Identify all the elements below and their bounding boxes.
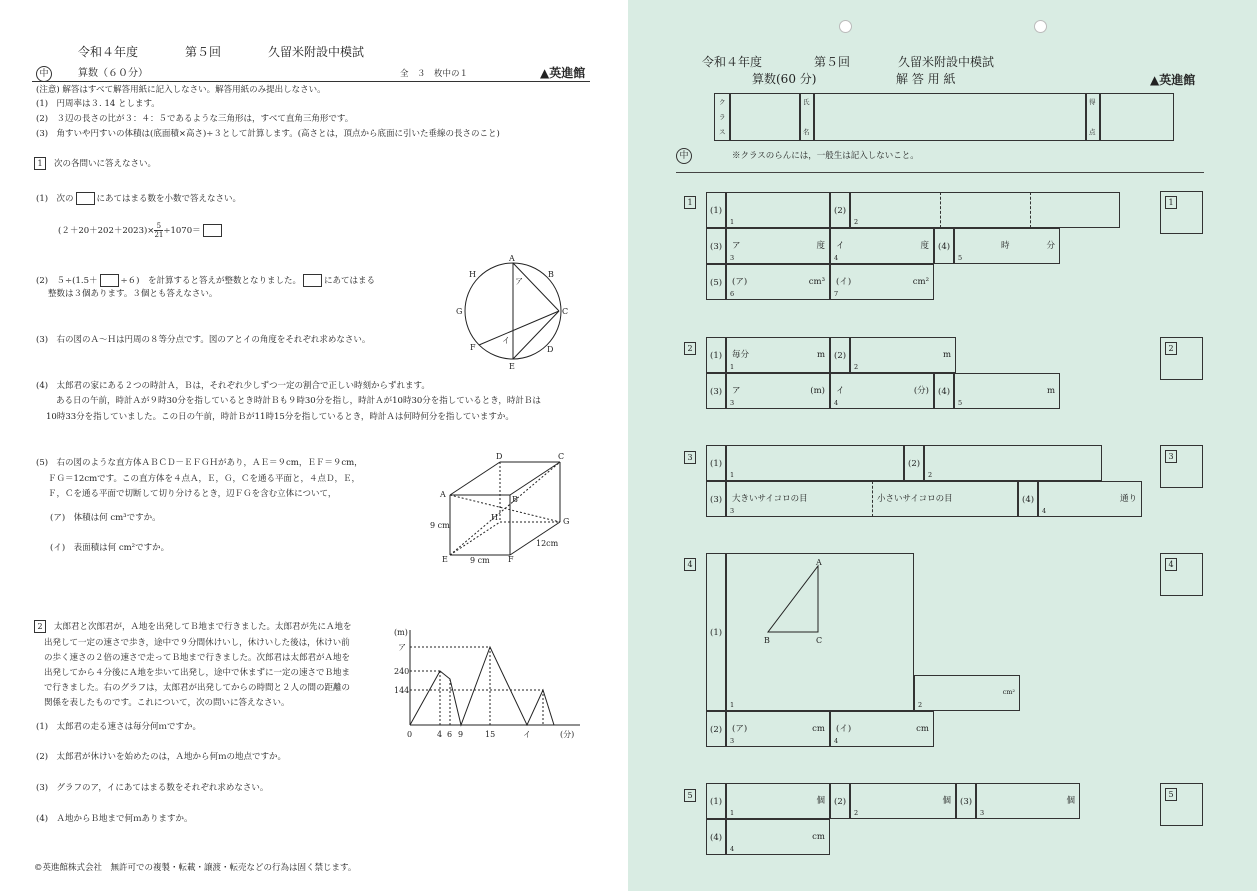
s1-answer-5[interactable] [954,228,1060,264]
s1-p5b-unit: cm² [912,277,929,287]
cube-H: H [491,513,498,522]
label-G: G [456,307,463,316]
q2-sub-3: (3) グラフのア，イにあてはまる数をそれぞれ求めなさい。 [36,783,269,793]
s4-p1-unit: cm² [1002,688,1015,696]
q2-sub-4: (4) Ａ地からＢ地まで何ｍありますか。 [36,814,193,824]
junior-circle-mark: 中 [36,66,52,82]
q2-line-3: 出発してから４分後にＡ地を歩いて出発し，途中で休まずに一定の速さでＢ地ま [44,668,351,678]
s5-p3-unit: 個 [1066,796,1075,806]
section-4-number: 4 [684,558,696,571]
cube-ef-length: 9 cm [470,556,490,565]
class-label-1: ク [719,98,726,106]
s5-p2-label: (2) [834,797,847,807]
triangle-abc [768,566,818,632]
q1-4-line3: 10時33分を指していました。この日の午前，時計Ｂが11時15分を指しているとき，時計Ａは何時何分を指していますか。 [46,412,514,422]
cube-C: C [558,452,565,461]
s1-answer-7[interactable] [830,264,934,300]
q1-2-b: ÷６) を計算すると答えが整数となりました。 [120,276,301,286]
answer-title: 解 答 用 紙 [896,72,956,86]
q1-5-line3: Ｆ，Ｃを通る平面で切断して切り分けるとき，辺ＦＧを含む立体について， [48,489,337,499]
graph-x-0: 0 [407,730,413,739]
graph-x-i: イ [523,730,531,739]
q1-5-b: (イ) 表面積は何 cm²ですか。 [50,543,170,553]
cell-number: 1 [730,470,735,479]
cell-number: 1 [730,700,735,709]
tri-label-a: A [816,558,822,567]
label-A: A [509,254,515,263]
logo-icon: ▲ [540,66,550,80]
cell-number: 2 [854,362,859,371]
s2-answer-2[interactable] [850,337,956,373]
cell-number: 5 [958,253,963,262]
cell-number: 5 [958,398,963,407]
s4-answer-2[interactable] [914,675,1020,711]
subject-label: 算数（６０分） [78,68,148,79]
tri-label-c: C [816,636,823,645]
name-label-1: 氏 [803,98,810,106]
s1-p5a-unit: cm³ [808,277,825,287]
question-sheet [0,0,628,891]
answer-blank [76,192,95,205]
answer-exam: 久留米附設中模試 [898,55,995,69]
s2-p3a-unit: (m) [810,386,825,396]
s1-p5a-label: (ア) [732,277,748,287]
cell-number: 3 [730,398,735,407]
note-2: (2) ３辺の長さの比が３：４：５であるような三角形は，すべて直角三角形です。 [36,114,354,124]
logo-icon: ▲ [1150,73,1160,87]
graph-x-9: 9 [458,730,464,739]
cell-number: 7 [834,289,839,298]
cube-ae-length: 9 cm [430,521,450,530]
s4-answer-3[interactable] [726,711,830,747]
q1-2-a: (2) ５÷(1.5＋ [36,276,98,286]
cube-F: F [508,555,514,564]
s2-p1-label: (1) [710,351,723,361]
s2-answer-4[interactable] [830,373,934,409]
q1-title: 次の各問いに答えなさい。 [54,159,157,169]
q2-line-5: 関係を表したものです。これについて，次の問いに答えなさい。 [44,698,290,708]
note-0: (注意) 解答はすべて解答用紙に記入しなさい。解答用紙のみ提出しなさい。 [36,85,326,95]
graph-x-15: 15 [485,730,496,739]
q1-4-line1: (4) 太郎君の家にある２つの時計Ａ，Ｂは，それぞれ少しずつ一定の割合で正しい時刻からずれます。 [36,381,430,391]
answer-blank [100,274,119,287]
label-H: H [469,270,476,279]
cube-G: G [563,517,570,526]
graph-line [410,647,554,725]
answer-circle-mark: 中 [676,148,692,164]
s1-p5-label: (5) [710,278,723,288]
s3-p4-label: (4) [1022,495,1035,505]
q1-1-a: (1) 次の [36,194,74,204]
class-label-3: ス [719,128,726,136]
s1-p3a-label: ア [732,241,741,251]
cell-number: 2 [918,700,923,709]
q2-sub-1: (1) 太郎君の走る速さは毎分何ｍですか。 [36,722,202,732]
q1-1-expr [58,222,224,239]
cell-number: 1 [730,362,735,371]
divider [1030,192,1031,228]
label-B: B [548,270,554,279]
cuboid-figure [430,450,590,565]
header-rule [32,81,590,82]
answer-sheet [628,0,1257,891]
cell-number: 4 [730,844,735,853]
s1-answer-4[interactable] [830,228,934,264]
fraction-num: 5 [154,222,163,231]
s5-score-box [1160,783,1203,826]
page-count: 全 ３ 枚中の１ [400,69,469,79]
label-E: E [509,362,515,371]
exam-name: 久留米附設中模試 [268,45,365,59]
s4-answer-4[interactable] [830,711,934,747]
s4-p1-label: (1) [710,628,723,638]
graph-x-unit: (分) [560,730,575,739]
section-2-number: 2 [684,342,696,355]
q1-5-line1: (5) 右の図のような直方体ＡＢＣＤ－ＥＦＧＨがあり，ＡＥ＝９cm，ＥＦ＝９cm， [36,458,363,468]
s3-p2-label: (2) [908,459,921,469]
class-label-2: ラ [719,113,726,121]
label-C: C [562,307,569,316]
circle-figure [450,254,580,371]
score-box-number: 5 [1165,788,1177,801]
answer-logo [1150,74,1195,86]
s5-answer-2[interactable] [850,783,956,819]
s3-p3-label: (3) [710,495,723,505]
cube-A: A [440,490,446,499]
label-F: F [470,343,476,352]
cell-number: 2 [928,470,933,479]
edge [450,462,500,495]
s2-p4-label: (4) [938,387,951,397]
cell-number: 4 [834,398,839,407]
q1-1-b: にあてはまる数を小数で答えなさい。 [96,194,242,204]
cell-number: 3 [730,506,735,515]
s4-score-box [1160,553,1203,596]
score-box-number: 3 [1165,450,1177,463]
s5-p4-label: (4) [710,833,723,843]
answer-header-rule [676,172,1204,173]
q2-line-2: の歩く速さの２倍の速さで走ってＢ地まで行きました。次郎君は太郎君がＡ地を [44,653,351,663]
s1-p3-label: (3) [710,242,723,252]
cell-number: 4 [1042,506,1047,515]
answer-blank [203,224,222,237]
q1-2-c: にあてはまる [323,276,375,286]
answer-subject: 算数(60 分) [752,72,817,86]
score-box-number: 4 [1165,558,1177,571]
hidden-edge [450,522,500,555]
s1-p2-label: (2) [834,206,847,216]
s2-answer-3[interactable] [726,373,830,409]
s5-answer-4[interactable] [726,819,830,855]
s1-p3a-unit: 度 [816,241,825,251]
cube-B: B [512,495,518,504]
s3-small-die: 小さいサイコロの目 [877,494,953,504]
s1-answer-2[interactable] [850,192,1120,228]
q1-5-a: (ア) 体積は何 cm³ですか。 [50,513,161,523]
s5-p4-unit: cm [812,832,825,842]
section-3-number: 3 [684,451,696,464]
s5-p1-label: (1) [710,797,723,807]
s2-score-box [1160,337,1203,380]
section-1-number: 1 [684,196,696,209]
s3-answer-2[interactable] [924,445,1102,481]
q2-number: 2 [34,620,46,633]
divider [940,192,941,228]
s4-p2b-label: (イ) [836,724,852,734]
score-box-number: 2 [1165,342,1177,355]
s2-p1-unit: m [816,350,825,360]
cube-fg-length: 12cm [536,539,559,548]
s5-p3-label: (3) [960,797,973,807]
s2-answer-1[interactable] [726,337,830,373]
cell-number: 1 [730,808,735,817]
s1-answer-3[interactable] [726,228,830,264]
score-field [1100,93,1174,141]
s3-answer-4[interactable] [1038,481,1142,517]
s2-p2-label: (2) [834,351,847,361]
s2-p3-label: (3) [710,387,723,397]
class-field[interactable] [730,93,800,141]
cube-D: D [496,452,503,461]
logo-text: 英進館 [549,66,586,80]
s5-p1-unit: 個 [816,796,825,806]
cell-number: 1 [730,217,735,226]
s2-p2-unit: m [942,350,951,360]
score-label-1: 得 [1089,98,1096,106]
class-note: ※クラスのらんには，一般生は記入しないこと。 [732,151,919,161]
s1-p4-minute: 分 [1046,241,1055,251]
cell-number: 3 [730,253,735,262]
s3-big-die: 大きいサイコロの目 [732,494,808,504]
q1-3-text: (3) 右の図のＡ～Ｈは円周の８等分点です。図のアとイの角度をそれぞれ求めなさい。 [36,335,371,345]
cell-number: 2 [854,217,859,226]
copyright: ©英進館株式会社 無許可での複製・転載・譲渡・転売などの行為は固く禁じます。 [34,863,357,873]
punch-hole [1034,20,1047,33]
q1-4-line2: ある日の午前，時計Ａが９時30分を指しているとき時計Ｂも９時30分を指し，時計Ａが10時30分を指しているとき，時計Ｂは [56,396,541,406]
score-label-2: 点 [1089,128,1096,136]
s1-p3b-unit: 度 [920,241,929,251]
q2-sub-2: (2) 太郎君が休けいを始めたのは，Ａ地から何ｍの地点ですか。 [36,752,287,762]
answer-round: 第５回 [814,55,851,69]
q1-2-text-2: 整数は３個あります。３個とも答えなさい。 [48,289,218,299]
section-5-number: 5 [684,789,696,802]
answer-year: 令和４年度 [702,55,763,69]
tri-label-b: B [764,636,770,645]
q2-line-0: 太郎君と次郎君が，Ａ地を出発してＢ地まで行きました。太郎君が先にＡ地を [54,622,352,632]
s2-p4-unit: m [1046,386,1055,396]
s5-p2-unit: 個 [942,796,951,806]
punch-hole [839,20,852,33]
q1-number: 1 [34,157,46,170]
edge [510,462,560,495]
triangle-figure [758,556,838,651]
note-3: (3) 角すいや円すいの体積は(底面積×高さ)÷３として計算します。(高さとは，頂点から底面に引いた垂線の長さのこと) [36,129,500,139]
s4-p2a-unit: cm [812,724,825,734]
score-box-number: 1 [1165,196,1177,209]
s3-answer-1[interactable] [726,445,904,481]
s5-answer-3[interactable] [976,783,1080,819]
s1-score-box [1160,191,1203,234]
s2-p1-prefix: 毎分 [732,350,750,360]
cell-number: 2 [854,808,859,817]
exam-year: 令和４年度 [78,45,139,59]
graph-y-144: 144 [394,686,410,695]
cell-number: 3 [730,736,735,745]
s1-p1-label: (1) [710,206,723,216]
q2-line-1: 出発して一定の速さで歩き，途中で９分間休けいし，休けいした後は，休けい前 [44,638,350,648]
graph-y-a: ア [398,643,406,652]
label-D: D [547,345,554,354]
s3-p4-unit: 通り [1119,494,1137,504]
q1-1-text [36,192,241,205]
graph-x-6: 6 [447,730,453,739]
s1-answer-1[interactable] [726,192,830,228]
expr-a: (２＋20＋202＋2023)× [58,226,155,236]
s4-p2a-label: (ア) [732,724,748,734]
s3-p1-label: (1) [710,459,723,469]
s3-score-box [1160,445,1203,488]
q1-5-line2: ＦＧ＝12cmです。この直方体を４点Ａ，Ｅ，Ｇ，Ｃを通る平面と，４点Ｄ，Ｅ， [48,474,360,484]
s4-p2b-unit: cm [916,724,929,734]
cell-number: 3 [980,808,985,817]
s2-p3b-unit: (分) [913,386,929,396]
chord-fc [479,311,559,345]
exam-round: 第５回 [185,45,222,59]
s2-answer-5[interactable] [954,373,1060,409]
s1-p4-label: (4) [938,242,951,252]
cube-E: E [442,555,448,564]
angle-i-label: イ [502,336,510,345]
expr-b: ÷1070＝ [163,226,201,236]
answer-blank [303,274,322,287]
cell-number: 4 [834,736,839,745]
s1-p4-hour: 時 [1001,241,1010,251]
logo [540,67,585,79]
distance-graph [390,625,590,745]
s4-p2-label: (2) [710,725,723,735]
q2-line-4: で行きました。右のグラフは，太郎君が出発してからの時間と２人の間の距離の [44,683,351,693]
cell-number: 4 [834,253,839,262]
divider [872,481,873,517]
graph-x-4: 4 [437,730,443,739]
graph-y-240: 240 [394,667,410,676]
s2-p3b-label: イ [836,386,845,396]
s2-p3a-label: ア [732,386,741,396]
name-label-2: 名 [803,128,810,136]
name-field[interactable] [814,93,1086,141]
s1-p5b-label: (イ) [836,277,852,287]
cell-number: 6 [730,289,735,298]
s5-answer-1[interactable] [726,783,830,819]
angle-a-label: ア [515,277,523,286]
s1-answer-6[interactable] [726,264,830,300]
graph-ylabel: (m) [394,628,408,637]
logo-text: 英進館 [1159,73,1196,87]
q1-2-text [36,274,375,287]
s1-p3b-label: イ [836,241,845,251]
fraction-den: 21 [154,231,164,239]
note-1: (1) 円周率は３. 14 とします。 [36,99,160,109]
